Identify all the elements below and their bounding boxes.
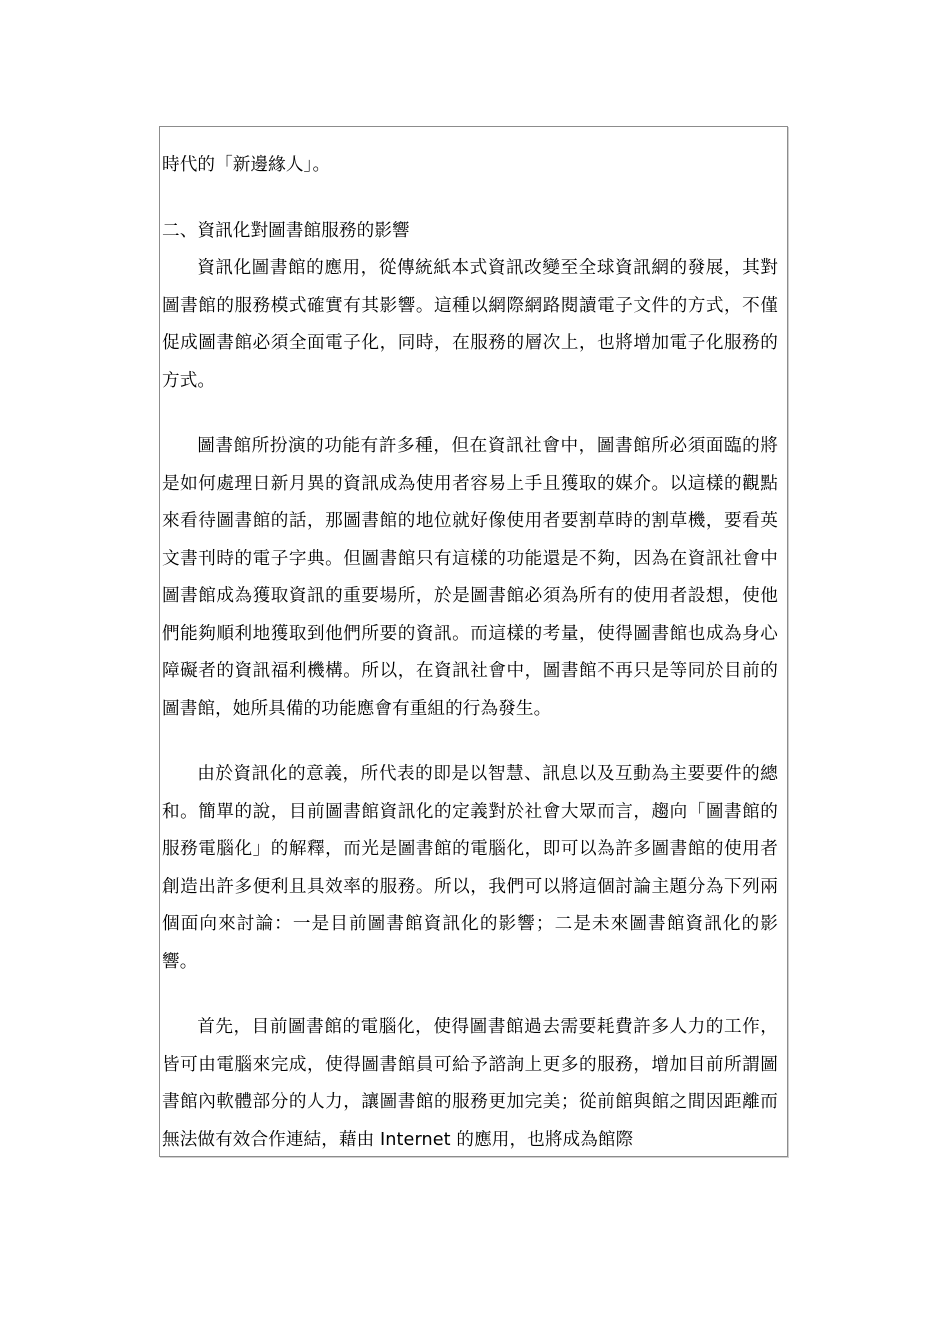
- section-heading: 二、資訊化對圖書館服務的影響: [162, 220, 410, 241]
- paragraph-3: 由於資訊化的意義，所代表的即是以智慧、訊息以及互動為主要要件的總和。簡單的說，目前圖書館資訊化的定義對於社會大眾而言，趨向「圖書館的服務電腦化」的解釋，而光是圖書館的電腦化，即可以為許多圖書館的使用者創造出許多便利且具效率的服務。所以，我們可以將這個討論主題分為下列兩個面向來討論：一是目前圖書館資訊化的影響；二是未來圖書館資訊化的影響。: [162, 764, 778, 972]
- paragraph-4: 首先，目前圖書館的電腦化，使得圖書館過去需要耗費許多人力的工作，皆可由電腦來完成，使得圖書館員可給予諮詢上更多的服務，增加目前所謂圖書館內軟體部分的人力，讓圖書館的服務更加完美；從前館與館之間因距離而無法做有效合作連結，藉由 Internet 的應用，也將成為館際: [162, 1017, 778, 1150]
- paragraph-2: 圖書館所扮演的功能有許多種，但在資訊社會中，圖書館所必須面臨的將是如何處理日新月異的資訊成為使用者容易上手且獲取的媒介。以這樣的觀點來看待圖書館的話，那圖書館的地位就好像使用者要割草時的割草機，要看英文書刊時的電子字典。但圖書館只有這樣的功能還是不夠，因為在資訊社會中圖書館成為獲取資訊的重要場所，於是圖書館必須為所有的使用者設想，使他們能夠順利地獲取到他們所要的資訊。而這樣的考量，使得圖書館也成為身心障礙者的資訊福利機構。所以，在資訊社會中，圖書館不再只是等同於目前的圖書館，她所具備的功能應會有重組的行為發生。: [162, 436, 778, 719]
- document-frame: [159, 126, 788, 1157]
- paragraph-1: 資訊化圖書館的應用，從傳統紙本式資訊改變至全球資訊網的發展，其對圖書館的服務模式確實有其影響。這種以網際網路閱讀電子文件的方式，不僅促成圖書館必須全面電子化，同時，在服務的層次上，也將增加電子化服務的方式。: [162, 258, 778, 391]
- document-body: [162, 147, 778, 1157]
- opening-line: 時代的「新邊緣人」。: [162, 155, 331, 175]
